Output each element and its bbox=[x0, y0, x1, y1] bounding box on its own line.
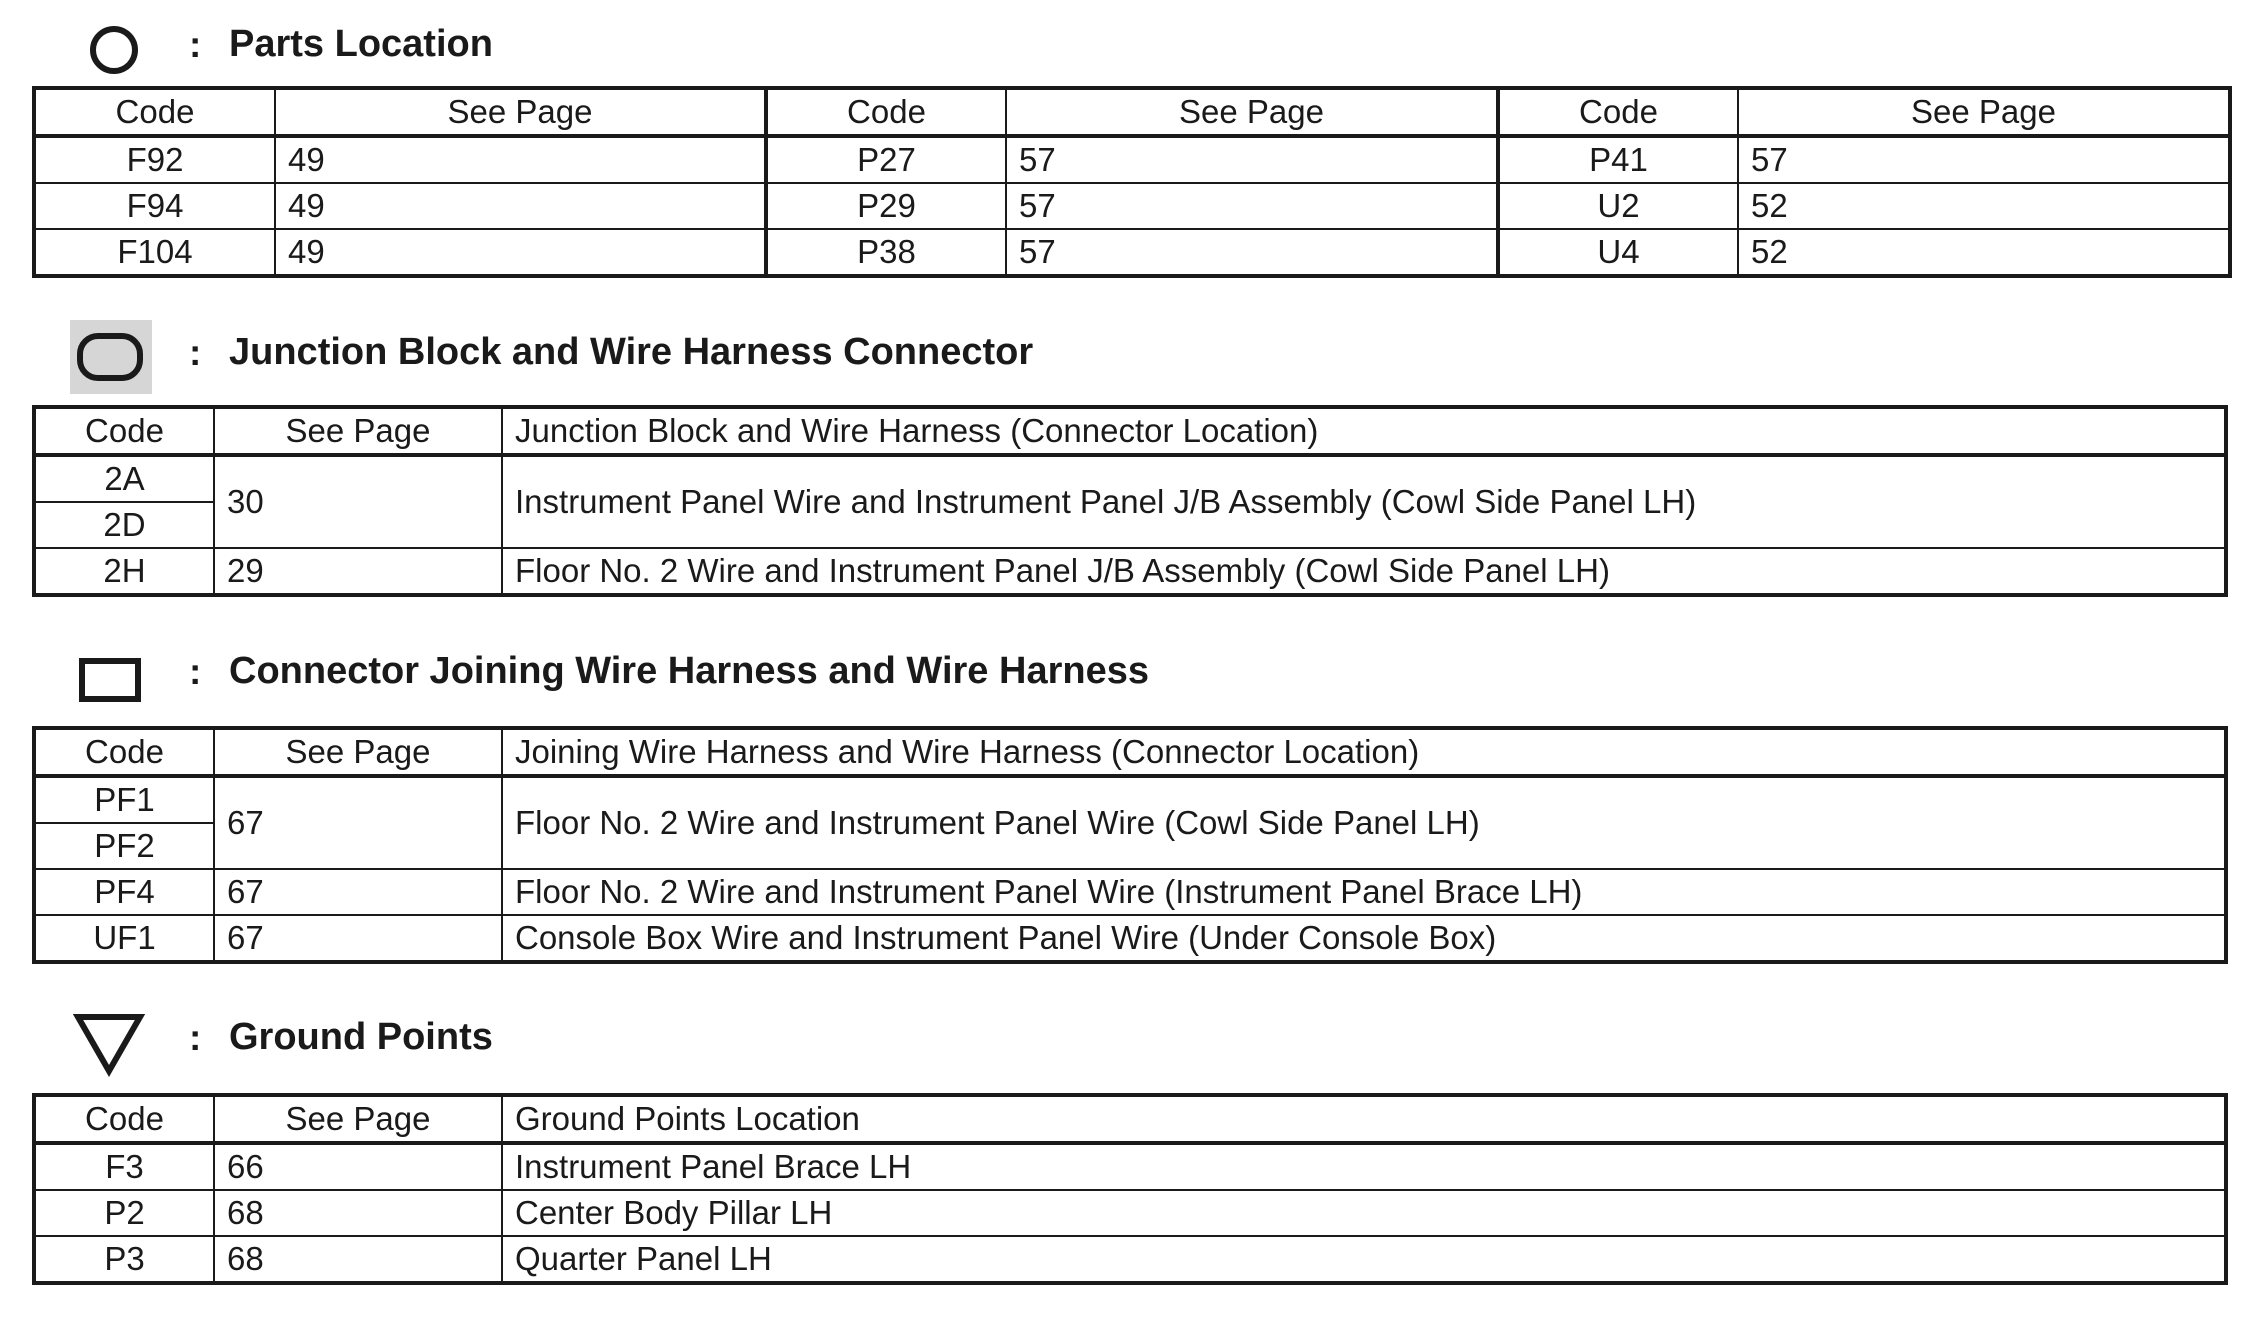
header-code: Code bbox=[1498, 88, 1738, 136]
page-cell: 30 bbox=[214, 455, 502, 548]
page-cell: 57 bbox=[1738, 136, 2230, 183]
header-see-page: See Page bbox=[1738, 88, 2230, 136]
code-cell: F104 bbox=[34, 229, 275, 276]
parts-location-table bbox=[32, 86, 2232, 278]
ground-points-table bbox=[32, 1093, 2228, 1285]
table-row bbox=[34, 1143, 2226, 1190]
page-cell: 67 bbox=[214, 915, 502, 962]
header-code: Code bbox=[34, 407, 214, 455]
description-cell: Instrument Panel Brace LH bbox=[502, 1143, 2226, 1190]
header-code: Code bbox=[34, 1095, 214, 1143]
table-header-row bbox=[34, 88, 2230, 136]
table-row bbox=[34, 776, 2226, 823]
page-cell: 49 bbox=[275, 136, 766, 183]
code-cell: U2 bbox=[1498, 183, 1738, 229]
code-cell: P38 bbox=[766, 229, 1006, 276]
section-title: Parts Location bbox=[229, 23, 493, 65]
connector-joining-table bbox=[32, 726, 2228, 964]
description-cell: Floor No. 2 Wire and Instrument Panel Wire (Instrument Panel Brace LH) bbox=[502, 869, 2226, 915]
table-row bbox=[34, 1236, 2226, 1283]
page-cell: 29 bbox=[214, 548, 502, 595]
code-cell: P3 bbox=[34, 1236, 214, 1283]
header-description: Ground Points Location bbox=[502, 1095, 2226, 1143]
section-colon: : bbox=[189, 24, 202, 65]
table-header-row bbox=[34, 1095, 2226, 1143]
table-row bbox=[34, 455, 2226, 502]
circle-icon bbox=[70, 10, 154, 90]
section-colon: : bbox=[189, 651, 202, 692]
code-cell: 2A bbox=[34, 455, 214, 502]
rounded-rect-icon bbox=[70, 318, 154, 398]
table-row bbox=[34, 136, 2230, 183]
code-cell: P27 bbox=[766, 136, 1006, 183]
code-cell: F92 bbox=[34, 136, 275, 183]
header-description: Joining Wire Harness and Wire Harness (Connector Location) bbox=[502, 728, 2226, 776]
code-cell: UF1 bbox=[34, 915, 214, 962]
page-cell: 49 bbox=[275, 183, 766, 229]
code-cell: 2D bbox=[34, 502, 214, 548]
description-cell: Floor No. 2 Wire and Instrument Panel J/B Assembly (Cowl Side Panel LH) bbox=[502, 548, 2226, 595]
table-header-row bbox=[34, 728, 2226, 776]
page-cell: 57 bbox=[1006, 229, 1498, 276]
table-row bbox=[34, 1190, 2226, 1236]
page-cell: 57 bbox=[1006, 183, 1498, 229]
page-cell: 57 bbox=[1006, 136, 1498, 183]
header-see-page: See Page bbox=[214, 407, 502, 455]
header-description: Junction Block and Wire Harness (Connector Location) bbox=[502, 407, 2226, 455]
table-row bbox=[34, 869, 2226, 915]
header-see-page: See Page bbox=[275, 88, 766, 136]
description-cell: Floor No. 2 Wire and Instrument Panel Wire (Cowl Side Panel LH) bbox=[502, 776, 2226, 869]
code-cell: P29 bbox=[766, 183, 1006, 229]
page-cell: 66 bbox=[214, 1143, 502, 1190]
page-cell: 52 bbox=[1738, 229, 2230, 276]
table-row bbox=[34, 548, 2226, 595]
code-cell: PF1 bbox=[34, 776, 214, 823]
description-cell: Instrument Panel Wire and Instrument Panel J/B Assembly (Cowl Side Panel LH) bbox=[502, 455, 2226, 548]
header-code: Code bbox=[34, 728, 214, 776]
square-icon bbox=[70, 637, 154, 717]
junction-block-table bbox=[32, 405, 2228, 597]
page-cell: 68 bbox=[214, 1236, 502, 1283]
section-title: Ground Points bbox=[229, 1016, 493, 1058]
code-cell: 2H bbox=[34, 548, 214, 595]
table-row bbox=[34, 229, 2230, 276]
header-code: Code bbox=[34, 88, 275, 136]
code-cell: U4 bbox=[1498, 229, 1738, 276]
code-cell: F94 bbox=[34, 183, 275, 229]
page-cell: 67 bbox=[214, 776, 502, 869]
header-see-page: See Page bbox=[214, 1095, 502, 1143]
code-cell: PF2 bbox=[34, 823, 214, 869]
page-cell: 52 bbox=[1738, 183, 2230, 229]
section-title: Junction Block and Wire Harness Connector bbox=[229, 331, 1034, 373]
section-colon: : bbox=[189, 1017, 202, 1058]
page-cell: 68 bbox=[214, 1190, 502, 1236]
table-row bbox=[34, 915, 2226, 962]
section-title: Connector Joining Wire Harness and Wire Harness bbox=[229, 650, 1149, 692]
header-see-page: See Page bbox=[214, 728, 502, 776]
triangle-icon bbox=[70, 1003, 154, 1083]
page-cell: 49 bbox=[275, 229, 766, 276]
code-cell: P41 bbox=[1498, 136, 1738, 183]
header-code: Code bbox=[766, 88, 1006, 136]
code-cell: F3 bbox=[34, 1143, 214, 1190]
code-cell: PF4 bbox=[34, 869, 214, 915]
table-row bbox=[34, 183, 2230, 229]
table-header-row bbox=[34, 407, 2226, 455]
section-colon: : bbox=[189, 332, 202, 373]
description-cell: Quarter Panel LH bbox=[502, 1236, 2226, 1283]
code-cell: P2 bbox=[34, 1190, 214, 1236]
header-see-page: See Page bbox=[1006, 88, 1498, 136]
description-cell: Center Body Pillar LH bbox=[502, 1190, 2226, 1236]
description-cell: Console Box Wire and Instrument Panel Wire (Under Console Box) bbox=[502, 915, 2226, 962]
page-cell: 67 bbox=[214, 869, 502, 915]
